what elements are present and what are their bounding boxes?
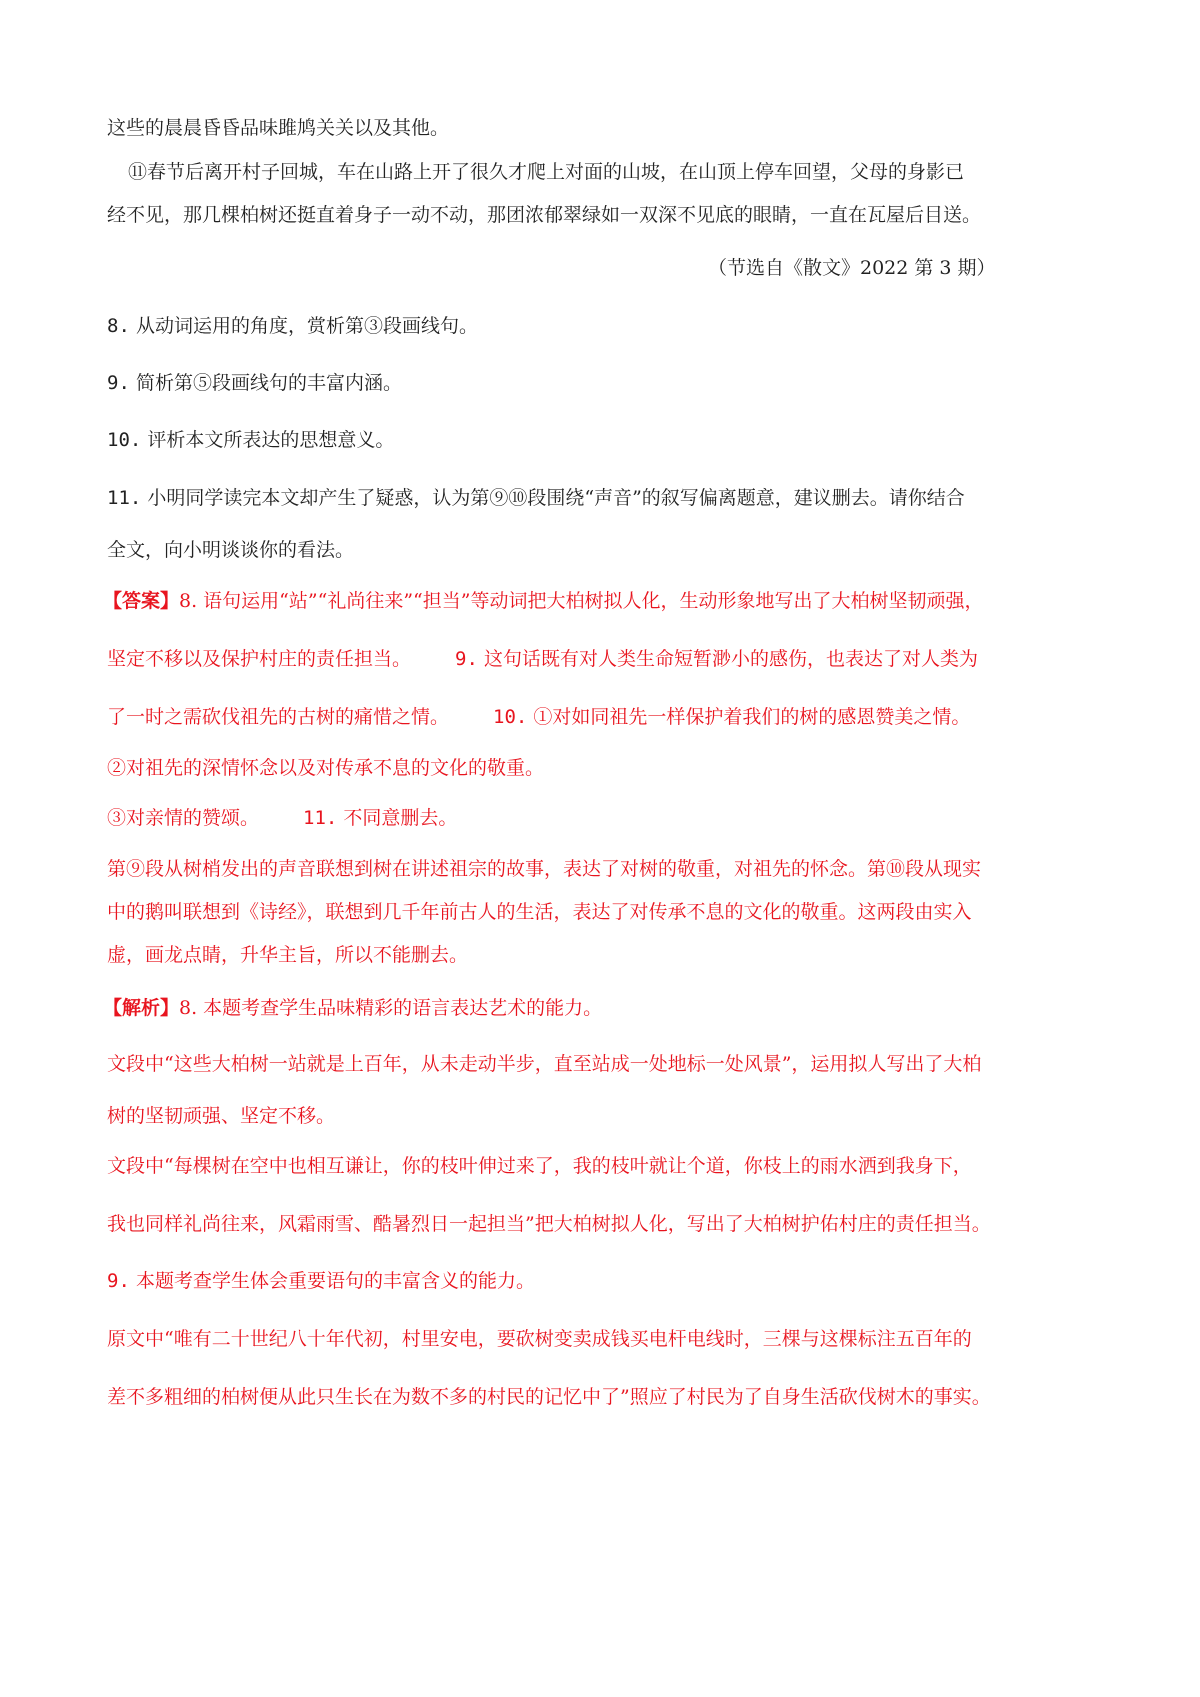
answer-10: ①对如同祖先一样保护着我们的树的感恩赞美之情。 (533, 706, 971, 728)
analysis-line (107, 1269, 535, 1293)
answer-11-detail: 第⑨段从树梢发出的声音联想到树在讲述祖宗的故事，表达了对树的敬重，对祖先的怀念。第⑩段从现实 (107, 858, 982, 880)
analysis-line (103, 996, 602, 1020)
answer-line (107, 647, 978, 671)
answer-tag: 【答案】 (103, 590, 180, 612)
question-10 (107, 428, 394, 452)
question-number: 10. (107, 429, 142, 451)
analysis-9-text: 差不多粗细的柏树便从此只生长在为数不多的村民的记忆中了”照应了村民为了自身生活砍伐树木的事实。 (107, 1386, 991, 1408)
answer-9-cont: 了一时之需砍伐祖先的古树的痛惜之情。 (107, 706, 450, 728)
question-text: 小明同学读完本文却产生了疑惑，认为第⑨⑩段围绕“声音”的叙写偏离题意，建议删去。请你结合 (147, 487, 965, 509)
answer-11: 不同意删去。 (343, 807, 458, 829)
analysis-8-text: 我也同样礼尚往来，风霜雨雪、酷暑烈日一起担当”把大柏树拟人化，写出了大柏树护佑村庄的责任担当。 (107, 1213, 991, 1235)
analysis-8-text: 树的坚韧顽强、坚定不移。 (107, 1105, 336, 1127)
answer-8-cont: 坚定不移以及保护村庄的责任担当。 (107, 648, 412, 670)
question-number: 9. (107, 372, 130, 394)
passage-line: 这些的晨晨昏昏品味雎鸠关关以及其他。 (107, 117, 450, 139)
answer-10-item-3: ③对亲情的赞颂。 (107, 807, 260, 829)
answer-number: 11. (303, 807, 338, 829)
question-11 (107, 486, 965, 510)
source-citation: （节选自《散文》2022 第 3 期） (708, 257, 996, 279)
question-11-cont: 全文，向小明谈谈你的看法。 (107, 539, 355, 561)
analysis-number: 9. (107, 1270, 130, 1292)
question-text: 从动词运用的角度，赏析第③段画线句。 (135, 315, 478, 337)
analysis-8-head: 8. 本题考查学生品味精彩的语言表达艺术的能力。 (179, 997, 603, 1019)
analysis-9-head: 本题考查学生体会重要语句的丰富含义的能力。 (135, 1270, 535, 1292)
answer-line (107, 705, 970, 729)
answer-line (107, 806, 457, 830)
answer-line (103, 589, 983, 613)
question-number: 8. (107, 315, 130, 337)
analysis-tag: 【解析】 (103, 997, 180, 1019)
answer-8: 8. 语句运用“站”“礼尚往来”“担当”等动词把大柏树拟人化，生动形象地写出了大柏树坚韧顽强， (179, 590, 984, 612)
question-text: 评析本文所表达的思想意义。 (147, 429, 395, 451)
passage-paragraph-11: ⑪春节后离开村子回城，车在山路上开了很久才爬上对面的山坡，在山顶上停车回望，父母的身影已 (128, 161, 965, 183)
question-text: 简析第⑤段画线句的丰富内涵。 (135, 372, 402, 394)
analysis-8-text: 文段中“每棵树在空中也相互谦让，你的枝叶伸过来了，我的枝叶就让个道，你枝上的雨水洒到我身下， (107, 1155, 972, 1177)
analysis-8-text: 文段中“这些大柏树一站就是上百年，从未走动半步，直至站成一处地标一处风景”，运用拟人写出了大柏 (107, 1053, 982, 1075)
analysis-9-text: 原文中“唯有二十世纪八十年代初，村里安电，要砍树变卖成钱买电杆电线时，三棵与这棵标注五百年的 (107, 1328, 972, 1350)
answer-number: 9. (455, 648, 478, 670)
answer-11-detail: 虚，画龙点睛，升华主旨，所以不能删去。 (107, 944, 469, 966)
answer-10-item-2: ②对祖先的深情怀念以及对传承不息的文化的敬重。 (107, 757, 545, 779)
passage-paragraph-11-cont: 经不见，那几棵柏树还挺直着身子一动不动，那团浓郁翠绿如一双深不见底的眼睛，一直在瓦屋后目送。 (107, 204, 982, 226)
question-8 (107, 314, 478, 338)
question-9 (107, 371, 402, 395)
answer-9: 这句话既有对人类生命短暂渺小的感伤，也表达了对人类为 (483, 648, 978, 670)
answer-11-detail: 中的鹅叫联想到《诗经》，联想到几千年前古人的生活，表达了对传承不息的文化的敬重。这两段由实入 (107, 901, 972, 923)
question-number: 11. (107, 487, 142, 509)
answer-number: 10. (493, 706, 528, 728)
